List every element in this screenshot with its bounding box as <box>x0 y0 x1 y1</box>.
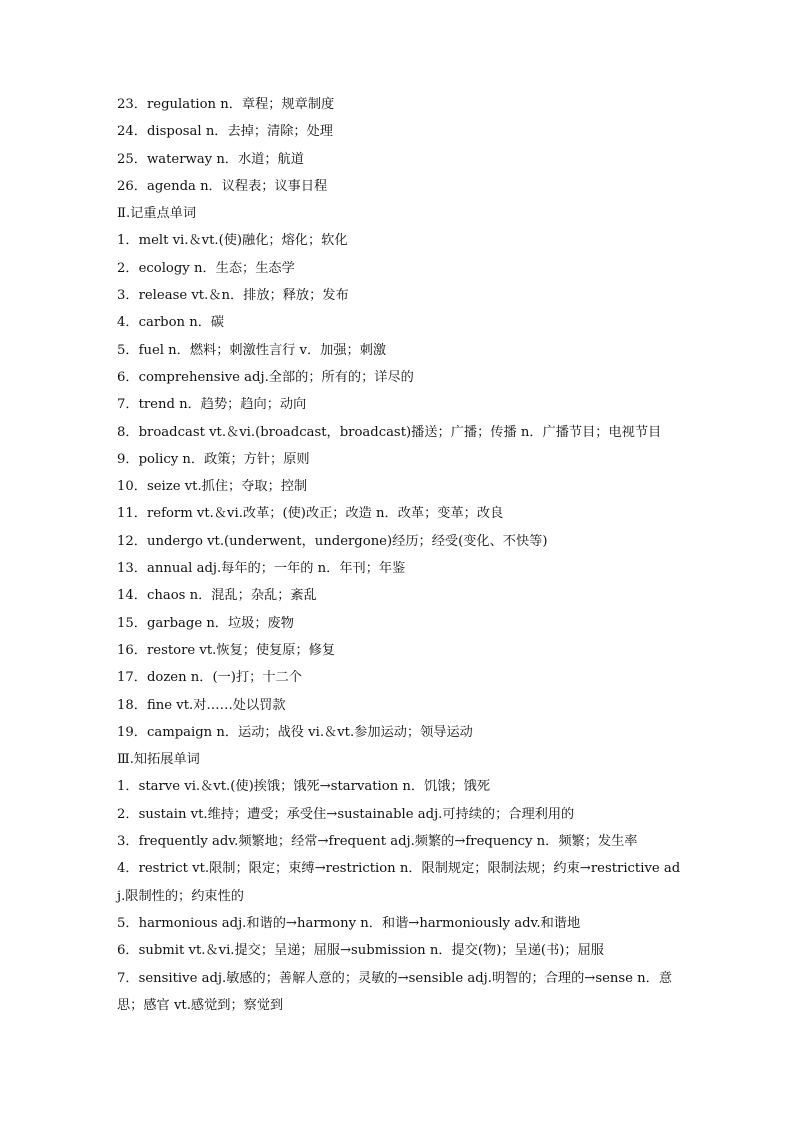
vocab-entry: 1．starve vi.＆vt.(使)挨饿；饿死→starvation n．饥饿；饿死 <box>117 779 491 795</box>
vocab-entry: 17．dozen n．(一)打；十二个 <box>117 670 302 686</box>
vocab-entry: 2．ecology n．生态；生态学 <box>117 260 295 276</box>
vocab-entry: 3．release vt.＆n．排放；释放；发布 <box>117 288 349 304</box>
vocab-entry: 23．regulation n．章程；规章制度 <box>117 97 335 112</box>
vocab-entry: 5．harmonious adj.和谐的→harmony n．和谐→harmoniously adv.和谐地 <box>117 915 581 931</box>
vocab-entry: 15．garbage n．垃圾；废物 <box>117 615 294 631</box>
vocab-entry: 14．chaos n．混乱；杂乱；紊乱 <box>117 588 317 604</box>
section-heading: Ⅱ.记重点单词 <box>117 206 197 222</box>
vocab-entry: 6．submit vt.＆vi.提交；呈递；屈服→submission n．提交(物)；呈递(书)；屈服 <box>117 943 604 959</box>
vocab-entry: 19．campaign n．运动；战役 vi.＆vt.参加运动；领导运动 <box>117 724 473 740</box>
vocab-entry: 4．carbon n．碳 <box>117 315 225 331</box>
vocab-entry: 12．undergo vt.(underwent，undergone)经历；经受(变化、不快等) <box>117 533 548 549</box>
vocab-entry: 7．trend n．趋势；趋向；动向 <box>117 397 307 413</box>
vocab-entry: 2．sustain vt.维持；遭受；承受住→sustainable adj.可持续的；合理利用的 <box>117 806 575 822</box>
vocab-entry: 25．waterway n．水道；航道 <box>117 151 304 167</box>
vocab-entry: 10．seize vt.抓住；夺取；控制 <box>117 479 308 495</box>
vocab-entry: 26．agenda n．议程表；议事日程 <box>117 178 328 194</box>
document-body <box>117 91 685 1019</box>
vocab-entry: 6．comprehensive adj.全部的；所有的；详尽的 <box>117 369 414 385</box>
vocab-entry: 11．reform vt.＆vi.改革；(使)改正；改造 n．改革；变革；改良 <box>117 506 504 522</box>
vocab-entry: 9．policy n．政策；方针；原则 <box>117 451 310 467</box>
vocab-entry: 5．fuel n．燃料；刺激性言行 v．加强；刺激 <box>117 342 387 358</box>
vocab-entry: 7．sensitive adj.敏感的；善解人意的；灵敏的→sensible adj.明智的；合理的→sense n．意思；感官 vt.感觉到；察觉到 <box>117 970 673 1013</box>
vocab-entry: 4．restrict vt.限制；限定；束缚→restriction n．限制规定；限制法规；约束→restrictive adj.限制性的；约束性的 <box>117 861 681 904</box>
vocab-entry: 3．frequently adv.频繁地；经常→frequent adj.频繁的→frequency n．频繁；发生率 <box>117 834 638 850</box>
vocab-entry: 18．fine vt.对……处以罚款 <box>117 697 286 713</box>
vocab-entry: 8．broadcast vt.＆vi.(broadcast，broadcast)播送；广播；传播 n．广播节目；电视节目 <box>117 424 662 440</box>
vocab-entry: 24．disposal n．去掉；清除；处理 <box>117 124 333 140</box>
vocab-entry: 16．restore vt.恢复；使复原；修复 <box>117 642 336 658</box>
vocab-entry: 13．annual adj.每年的；一年的 n．年刊；年鉴 <box>117 561 406 577</box>
section-heading: Ⅲ.知拓展单词 <box>117 752 200 768</box>
vocab-entry: 1．melt vi.＆vt.(使)融化；熔化；软化 <box>117 233 348 249</box>
